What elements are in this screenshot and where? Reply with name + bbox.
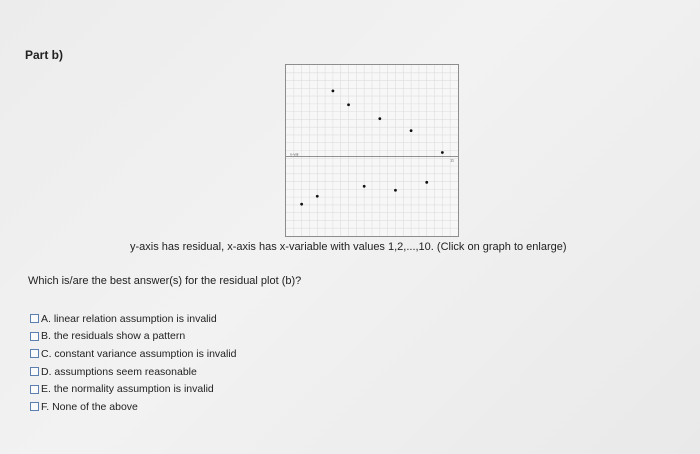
- residual-point: [441, 151, 444, 154]
- residual-point: [363, 185, 366, 188]
- option-e[interactable]: [30, 380, 237, 398]
- option-e-label: E. the normality assumption is invalid: [41, 383, 214, 396]
- residual-point: [394, 189, 397, 192]
- residual-point: [316, 195, 319, 198]
- answer-options: [30, 310, 237, 416]
- option-b-label: B. the residuals show a pattern: [41, 330, 186, 343]
- residual-point: [378, 117, 381, 120]
- residual-plot-svg[interactable]: [286, 65, 458, 236]
- option-e-checkbox[interactable]: [30, 385, 39, 394]
- residual-point: [425, 181, 428, 184]
- option-a-label: A. linear relation assumption is invalid: [41, 312, 217, 325]
- residual-point: [332, 89, 335, 92]
- option-f-label: F. None of the above: [41, 400, 138, 413]
- option-f-checkbox[interactable]: [30, 402, 39, 411]
- option-b-checkbox[interactable]: [30, 332, 39, 341]
- option-c-label: C. constant variance assumption is invalid: [41, 347, 237, 360]
- right-axis-label: 11: [450, 157, 455, 163]
- residual-plot[interactable]: [285, 64, 459, 237]
- option-a-checkbox[interactable]: [30, 314, 39, 323]
- option-d[interactable]: [30, 363, 237, 381]
- option-f[interactable]: [30, 398, 237, 416]
- plot-grid: [286, 65, 458, 236]
- option-d-checkbox[interactable]: [30, 367, 39, 376]
- question-prompt: Which is/are the best answer(s) for the residual plot (b)?: [28, 275, 302, 287]
- part-label: Part b): [25, 48, 64, 62]
- zero-axis-label: x-val: [290, 151, 299, 157]
- residual-point: [410, 129, 413, 132]
- plot-caption: y-axis has residual, x-axis has x-variable with values 1,2,...,10. (Click on graph to enlarge): [130, 241, 567, 253]
- residual-point: [347, 103, 350, 106]
- option-a[interactable]: [30, 310, 237, 328]
- option-c-checkbox[interactable]: [30, 349, 39, 358]
- option-c[interactable]: [30, 345, 237, 363]
- residual-point: [300, 203, 303, 206]
- option-b[interactable]: [30, 328, 237, 346]
- option-d-label: D. assumptions seem reasonable: [41, 365, 197, 378]
